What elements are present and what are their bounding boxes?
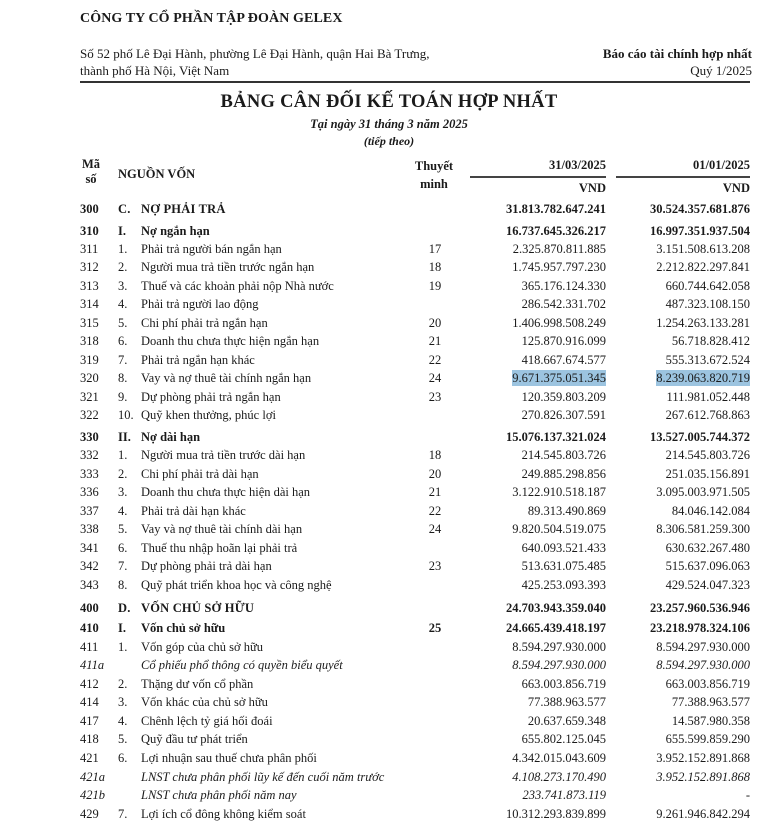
table-row [0, 332, 778, 350]
row-value-current: 249.885.298.856 [521, 467, 606, 481]
table-row [0, 200, 778, 218]
table-row [0, 768, 778, 786]
row-label: Vốn góp của chủ sở hữu [141, 640, 264, 654]
row-value-current: 663.003.856.719 [521, 677, 606, 691]
row-label: Phải trả người bán ngắn hạn [141, 242, 282, 256]
row-value-current [470, 369, 606, 387]
row-value-current: 655.802.125.045 [521, 732, 606, 746]
row-value-current: 24.703.943.359.040 [506, 601, 606, 615]
row-index: 6. [118, 334, 128, 348]
table-row [0, 406, 778, 424]
table-row [0, 388, 778, 406]
row-index: 3. [118, 485, 128, 499]
row-value-prior: 429.524.047.323 [665, 578, 750, 592]
highlighted-value: 9.671.375.051.345 [512, 371, 606, 385]
row-note-ref: 25 [428, 621, 442, 635]
row-value-prior: 8.306.581.259.300 [656, 522, 750, 536]
table-row [0, 520, 778, 538]
row-code: 321 [80, 390, 99, 404]
row-label: Nợ ngắn hạn [141, 224, 210, 238]
column-header-date2: 01/01/2025 [693, 158, 750, 172]
row-value-prior: 14.587.980.358 [671, 714, 750, 728]
row-value-current: 31.813.782.647.241 [506, 202, 606, 216]
row-note-ref: 21 [428, 334, 442, 348]
table-row [0, 638, 778, 656]
row-code: 319 [80, 353, 99, 367]
row-code: 336 [80, 485, 99, 499]
row-label: Quỹ phát triển khoa học và công nghệ [141, 578, 332, 592]
row-note-ref: 23 [428, 390, 442, 404]
table-row [0, 599, 778, 617]
row-code: 314 [80, 297, 99, 311]
row-label: Vay và nợ thuê tài chính dài hạn [141, 522, 303, 536]
row-label: Người mua trả tiền trước dài hạn [141, 448, 306, 462]
row-label: Chi phí phải trả dài hạn [141, 467, 259, 481]
row-value-current: 513.631.075.485 [521, 559, 606, 573]
row-value-current: 640.093.521.433 [521, 541, 606, 555]
row-label: Doanh thu chưa thực hiện dài hạn [141, 485, 311, 499]
row-code: 411a [80, 658, 105, 672]
row-code: 341 [80, 541, 99, 555]
row-code: 318 [80, 334, 99, 348]
row-index: 9. [118, 390, 128, 404]
row-value-current: 9.820.504.519.075 [512, 522, 606, 536]
row-label: Lợi nhuận sau thuế chưa phân phối [141, 751, 317, 765]
row-value-prior: - [745, 788, 750, 802]
row-index: 2. [118, 260, 128, 274]
row-value-prior: 23.218.978.324.106 [650, 621, 750, 635]
row-label: Quỹ đầu tư phát triển [141, 732, 248, 746]
row-code: 332 [80, 448, 99, 462]
row-value-current: 10.312.293.839.899 [506, 807, 606, 821]
row-value-prior: 555.313.672.524 [665, 353, 750, 367]
row-label: NỢ PHẢI TRẢ [141, 202, 226, 216]
row-index: 5. [118, 732, 128, 746]
row-index: 7. [118, 559, 128, 573]
row-value-prior: 3.151.508.613.208 [656, 242, 750, 256]
row-code: 429 [80, 807, 99, 821]
table-row [0, 222, 778, 240]
row-value-current: 89.313.490.869 [527, 504, 606, 518]
row-label: VỐN CHỦ SỞ HỮU [141, 601, 255, 615]
row-code: 300 [80, 202, 99, 216]
row-label: Vốn khác của chủ sở hữu [141, 695, 268, 709]
row-value-prior: 3.095.003.971.505 [656, 485, 750, 499]
row-value-current: 214.545.803.726 [521, 448, 606, 462]
table-row [0, 465, 778, 483]
document-subtitle: Tại ngày 31 tháng 3 năm 2025 [310, 117, 468, 131]
row-label: Nợ dài hạn [141, 430, 201, 444]
row-note-ref: 20 [428, 467, 442, 481]
row-index: 6. [118, 751, 128, 765]
table-row [0, 539, 778, 557]
row-value-prior: 2.212.822.297.841 [656, 260, 750, 274]
row-code: 311 [80, 242, 99, 256]
row-code: 342 [80, 559, 99, 573]
row-value-current: 3.122.910.518.187 [512, 485, 606, 499]
company-address-line2: thành phố Hà Nội, Việt Nam [80, 63, 230, 78]
row-note-ref: 23 [428, 559, 442, 573]
row-value-prior: 84.046.142.084 [671, 504, 750, 518]
row-label: LNST chưa phân phối lũy kế đến cuối năm trước [141, 770, 385, 784]
row-note-ref: 20 [428, 316, 442, 330]
table-row [0, 369, 778, 387]
row-value-prior: 111.981.052.448 [666, 390, 750, 404]
header-divider [80, 81, 750, 83]
column-header-item: NGUỒN VỐN [118, 167, 196, 181]
company-name: CÔNG TY CỔ PHẦN TẬP ĐOÀN GELEX [80, 11, 343, 26]
row-value-current: 4.342.015.043.609 [512, 751, 606, 765]
column-header-unit2: VND [722, 181, 750, 195]
row-label: Cổ phiếu phổ thông có quyền biểu quyết [141, 658, 343, 672]
row-label: Thuế thu nhập hoãn lại phải trả [141, 541, 298, 555]
row-code: 412 [80, 677, 99, 691]
row-value-prior: 8.594.297.930.000 [656, 658, 750, 672]
row-value-current: 77.388.963.577 [527, 695, 606, 709]
column-header-date1: 31/03/2025 [549, 158, 606, 172]
highlighted-value: 8.239.063.820.719 [656, 371, 750, 385]
row-label: Thặng dư vốn cổ phần [141, 677, 254, 691]
table-row [0, 258, 778, 276]
column-header-code-line2: số [85, 172, 97, 186]
row-note-ref: 18 [428, 448, 442, 462]
row-code: 400 [80, 601, 99, 615]
row-note-ref: 22 [428, 353, 442, 367]
row-index: 3. [118, 279, 128, 293]
row-index: 8. [118, 578, 128, 592]
row-code: 338 [80, 522, 99, 536]
row-value-prior: 23.257.960.536.946 [650, 601, 750, 615]
row-note-ref: 24 [428, 522, 442, 536]
report-title: Báo cáo tài chính hợp nhất [602, 46, 752, 61]
document-title: BẢNG CÂN ĐỐI KẾ TOÁN HỢP NHẤT [220, 92, 558, 112]
row-index: 1. [118, 448, 128, 462]
row-index: D. [118, 601, 131, 615]
row-value-prior: 251.035.156.891 [665, 467, 750, 481]
row-value-prior: 9.261.946.842.294 [656, 807, 750, 821]
row-value-prior: 1.254.263.133.281 [656, 316, 750, 330]
row-value-prior: 3.952.152.891.868 [656, 770, 750, 784]
row-label: Vay và nợ thuê tài chính ngắn hạn [141, 371, 312, 385]
row-label: Phải trả ngắn hạn khác [141, 353, 255, 367]
row-code: 322 [80, 408, 99, 422]
document-continued: (tiếp theo) [363, 134, 415, 148]
table-row [0, 749, 778, 767]
row-value-current: 365.176.124.330 [521, 279, 606, 293]
row-value-current: 20.637.659.348 [527, 714, 606, 728]
row-note-ref: 21 [428, 485, 442, 499]
row-value-prior: 3.952.152.891.868 [656, 751, 750, 765]
table-row [0, 428, 778, 446]
table-row [0, 483, 778, 501]
row-code: 421b [80, 788, 105, 802]
row-index: II. [118, 430, 131, 444]
row-value-prior: 214.545.803.726 [665, 448, 750, 462]
row-note-ref: 19 [428, 279, 442, 293]
row-value-prior: 77.388.963.577 [671, 695, 750, 709]
row-label: Dự phòng phải trả ngắn hạn [141, 390, 281, 404]
row-note-ref: 17 [428, 242, 442, 256]
row-value-current: 16.737.645.326.217 [506, 224, 606, 238]
column-divider-date1 [470, 176, 606, 178]
table-row [0, 730, 778, 748]
column-header-note-line1: Thuyết [414, 159, 454, 173]
row-index: I. [118, 621, 126, 635]
report-period: Quý 1/2025 [690, 63, 752, 78]
row-label: LNST chưa phân phối năm nay [141, 788, 297, 802]
table-row [0, 805, 778, 823]
row-code: 333 [80, 467, 99, 481]
row-value-current: 1.406.998.508.249 [512, 316, 606, 330]
table-row [0, 656, 778, 674]
row-code: 330 [80, 430, 99, 444]
table-row [0, 786, 778, 804]
row-code: 310 [80, 224, 99, 238]
row-index: 1. [118, 242, 128, 256]
row-value-prior: 630.632.267.480 [665, 541, 750, 555]
row-value-current: 120.359.803.209 [521, 390, 606, 404]
row-index: 1. [118, 640, 128, 654]
row-index: 3. [118, 695, 128, 709]
row-value-current: 8.594.297.930.000 [512, 658, 606, 672]
row-note-ref: 22 [428, 504, 442, 518]
table-row [0, 314, 778, 332]
row-value-current: 24.665.439.418.197 [506, 621, 606, 635]
row-label: Quỹ khen thưởng, phúc lợi [141, 408, 276, 422]
row-value-prior: 8.594.297.930.000 [656, 640, 750, 654]
row-value-prior [616, 369, 750, 387]
row-code: 313 [80, 279, 99, 293]
row-value-prior: 267.612.768.863 [665, 408, 750, 422]
table-row [0, 446, 778, 464]
row-code: 312 [80, 260, 99, 274]
table-row [0, 576, 778, 594]
row-index: 8. [118, 371, 128, 385]
row-label: Phải trả người lao động [141, 297, 259, 311]
row-value-prior: 655.599.859.290 [665, 732, 750, 746]
row-index: 5. [118, 522, 128, 536]
row-code: 421 [80, 751, 99, 765]
row-label: Vốn chủ sở hữu [141, 621, 226, 635]
row-label: Doanh thu chưa thực hiện ngắn hạn [141, 334, 320, 348]
row-index: 4. [118, 297, 128, 311]
table-row [0, 693, 778, 711]
row-index: 10. [118, 408, 134, 422]
row-code: 320 [80, 371, 99, 385]
row-index: 7. [118, 353, 128, 367]
row-label: Dự phòng phải trả dài hạn [141, 559, 272, 573]
table-row [0, 295, 778, 313]
row-code: 417 [80, 714, 99, 728]
row-index: 4. [118, 504, 128, 518]
row-value-prior: 56.718.828.412 [671, 334, 750, 348]
row-note-ref: 18 [428, 260, 442, 274]
row-code: 411 [80, 640, 99, 654]
row-value-current: 270.826.307.591 [521, 408, 606, 422]
row-value-prior: 663.003.856.719 [665, 677, 750, 691]
row-value-current: 125.870.916.099 [521, 334, 606, 348]
row-label: Chi phí phải trả ngắn hạn [141, 316, 268, 330]
row-index: 7. [118, 807, 128, 821]
row-label: Chênh lệch tỷ giá hối đoái [141, 714, 273, 728]
table-row [0, 277, 778, 295]
row-code: 418 [80, 732, 99, 746]
row-label: Thuế và các khoản phải nộp Nhà nước [141, 279, 334, 293]
row-value-current: 418.667.674.577 [521, 353, 606, 367]
row-value-current: 1.745.957.797.230 [512, 260, 606, 274]
row-value-current: 15.076.137.321.024 [506, 430, 606, 444]
table-row [0, 502, 778, 520]
row-value-prior: 660.744.642.058 [665, 279, 750, 293]
row-note-ref: 24 [428, 371, 442, 385]
column-divider-date2 [616, 176, 750, 178]
row-index: 6. [118, 541, 128, 555]
row-value-current: 2.325.870.811.885 [512, 242, 606, 256]
table-row [0, 557, 778, 575]
row-value-prior: 515.637.096.063 [665, 559, 750, 573]
table-row [0, 619, 778, 637]
row-value-current: 4.108.273.170.490 [512, 770, 606, 784]
row-value-current: 286.542.331.702 [521, 297, 606, 311]
row-index: 2. [118, 467, 128, 481]
row-index: C. [118, 202, 131, 216]
company-address-line1: Số 52 phố Lê Đại Hành, phường Lê Đại Hành, quận Hai Bà Trưng, [80, 46, 430, 61]
row-code: 343 [80, 578, 99, 592]
table-row [0, 240, 778, 258]
row-code: 315 [80, 316, 99, 330]
row-value-current: 233.741.873.119 [522, 788, 606, 802]
row-label: Người mua trả tiền trước ngắn hạn [141, 260, 315, 274]
row-index: 2. [118, 677, 128, 691]
column-header-unit1: VND [578, 181, 606, 195]
row-label: Lợi ích cổ đông không kiểm soát [141, 807, 306, 821]
row-code: 414 [80, 695, 99, 709]
column-header-note-line2: minh [420, 177, 448, 191]
row-code: 337 [80, 504, 99, 518]
table-row [0, 712, 778, 730]
row-code: 421a [80, 770, 105, 784]
row-index: I. [118, 224, 126, 238]
table-row [0, 675, 778, 693]
column-header-note [408, 157, 460, 193]
row-index: 5. [118, 316, 128, 330]
row-code: 410 [80, 621, 99, 635]
table-row [0, 351, 778, 369]
row-value-prior: 13.527.005.744.372 [650, 430, 750, 444]
row-value-prior: 487.323.108.150 [665, 297, 750, 311]
column-header-code [80, 157, 102, 187]
row-value-current: 425.253.093.393 [521, 578, 606, 592]
column-header-code-line1: Mã [81, 157, 101, 171]
row-value-prior: 30.524.357.681.876 [650, 202, 750, 216]
row-label: Phải trả dài hạn khác [141, 504, 246, 518]
row-value-prior: 16.997.351.937.504 [650, 224, 750, 238]
row-value-current: 8.594.297.930.000 [512, 640, 606, 654]
row-index: 4. [118, 714, 128, 728]
